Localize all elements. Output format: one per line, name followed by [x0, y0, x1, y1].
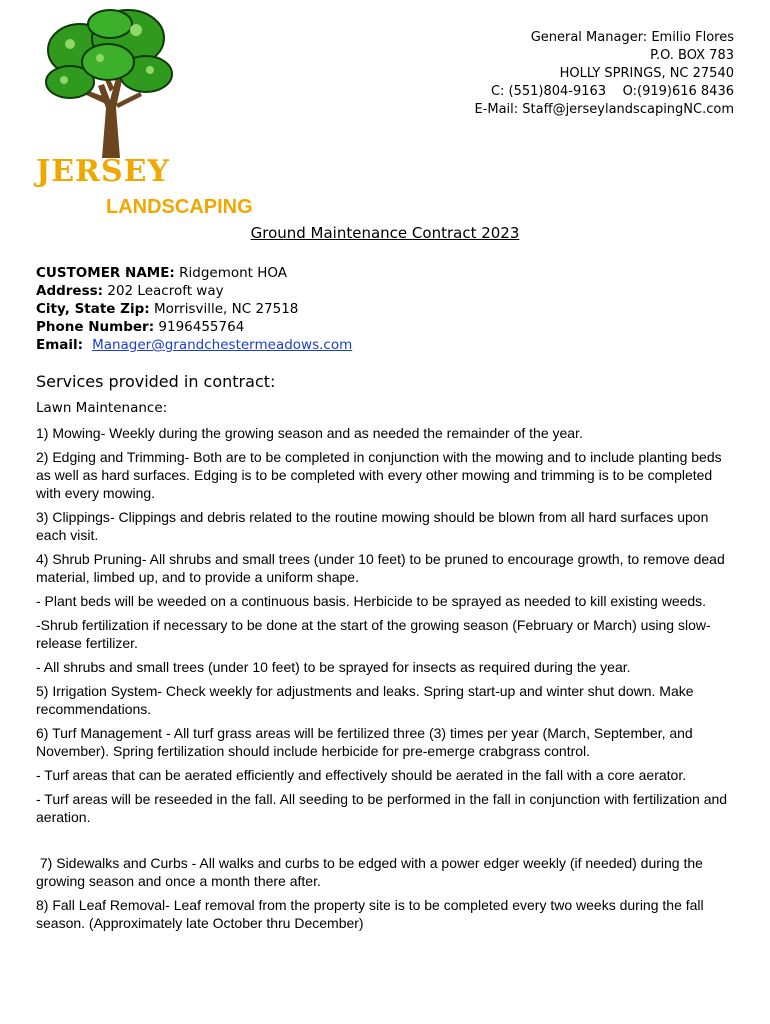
service-item-clippings: 3) Clippings- Clippings and debris related to the routine mowing should be blown from all hard surfaces upon each visit. — [36, 509, 709, 543]
service-item-sidewalks: 7) Sidewalks and Curbs - All walks and curbs to be edged with a power edger weekly (if needed) during the growing season and once a month there after. — [36, 855, 707, 889]
logo-wordmark-jersey: JERSEY — [36, 154, 170, 189]
address-value: 202 Leacroft way — [103, 283, 224, 299]
phone-number-row — [36, 318, 352, 336]
service-item-reseeding: - Turf areas will be reseeded in the fall. All seeding to be performed in the fall in conjunction with fertilization and aeration. — [36, 791, 728, 825]
lawn-maintenance-heading: Lawn Maintenance: — [36, 400, 168, 416]
city-state-zip-value: Morrisville, NC 27518 — [149, 301, 299, 317]
contact-email: E-Mail: Staff@jerseylandscapingNC.com — [474, 102, 734, 117]
service-item-turf-management: 6) Turf Management - All turf grass areas will be fertilized three (3) times per year (March, September, and November). Spring fertilization should include herbicide for pre-emerge crabgrass control. — [36, 725, 693, 759]
customer-email-link[interactable]: Manager@grandchestermeadows.com — [92, 337, 353, 353]
customer-name-row — [36, 264, 352, 282]
address-label: Address: — [36, 283, 104, 299]
address-row — [36, 282, 352, 300]
service-items — [36, 424, 736, 938]
service-item-aeration: - Turf areas that can be aerated efficiently and effectively should be aerated in the fall with a core aerator. — [36, 767, 687, 783]
services-heading: Services provided in contract: — [36, 372, 276, 391]
service-item-plant-beds: - Plant beds will be weeded on a continuous basis. Herbicide to be sprayed as needed to kill existing weeds. — [36, 593, 707, 609]
customer-info — [36, 264, 352, 354]
service-item-edging: 2) Edging and Trimming- Both are to be completed in conjunction with the mowing and to include planting beds as well as hard surfaces. Edging is to be completed with every other mowing and trimming is to be completed with every mowing. — [36, 449, 722, 501]
service-item-shrub-fertilization: -Shrub fertilization if necessary to be done at the start of the growing season (February or March) using slow-release fertilizer. — [36, 617, 711, 651]
contact-block — [474, 29, 734, 119]
service-item-insect-spray: - All shrubs and small trees (under 10 feet) to be sprayed for insects as required during the year. — [36, 659, 631, 675]
phone-numbers: C: (551)804-9163 O:(919)616 8436 — [490, 84, 734, 99]
service-item-shrub-pruning: 4) Shrub Pruning- All shrubs and small trees (under 10 feet) to be pruned to encourage growth, to remove dead material, limbed up, and to provide a uniform shape. — [36, 551, 725, 585]
document-title: Ground Maintenance Contract 2023 — [250, 224, 520, 242]
email-row — [36, 336, 352, 354]
service-item-leaf-removal: 8) Fall Leaf Removal- Leaf removal from the property site is to be completed every two weeks during the fall season. (Approximately late October thru December) — [36, 897, 704, 931]
phone-number-value: 9196455764 — [154, 319, 245, 335]
po-box: P.O. BOX 783 — [650, 48, 734, 63]
customer-name-value: Ridgemont HOA — [174, 265, 288, 281]
phone-number-label: Phone Number: — [36, 319, 155, 335]
city-state-zip-row — [36, 300, 352, 318]
service-item-mowing: 1) Mowing- Weekly during the growing season and as needed the remainder of the year. — [36, 425, 583, 441]
email-label: Email: — [36, 337, 88, 353]
service-item-irrigation: 5) Irrigation System- Check weekly for adjustments and leaks. Spring start-up and winter shut down. Make recommendations. — [36, 683, 694, 717]
logo-wordmark-landscaping: LANDSCAPING — [106, 196, 253, 218]
tree-icon — [40, 8, 176, 158]
city-state-zip-label: City, State Zip: — [36, 301, 150, 317]
customer-name-label: CUSTOMER NAME: — [36, 265, 175, 281]
general-manager: General Manager: Emilio Flores — [530, 30, 734, 45]
city-line: HOLLY SPRINGS, NC 27540 — [559, 66, 734, 81]
